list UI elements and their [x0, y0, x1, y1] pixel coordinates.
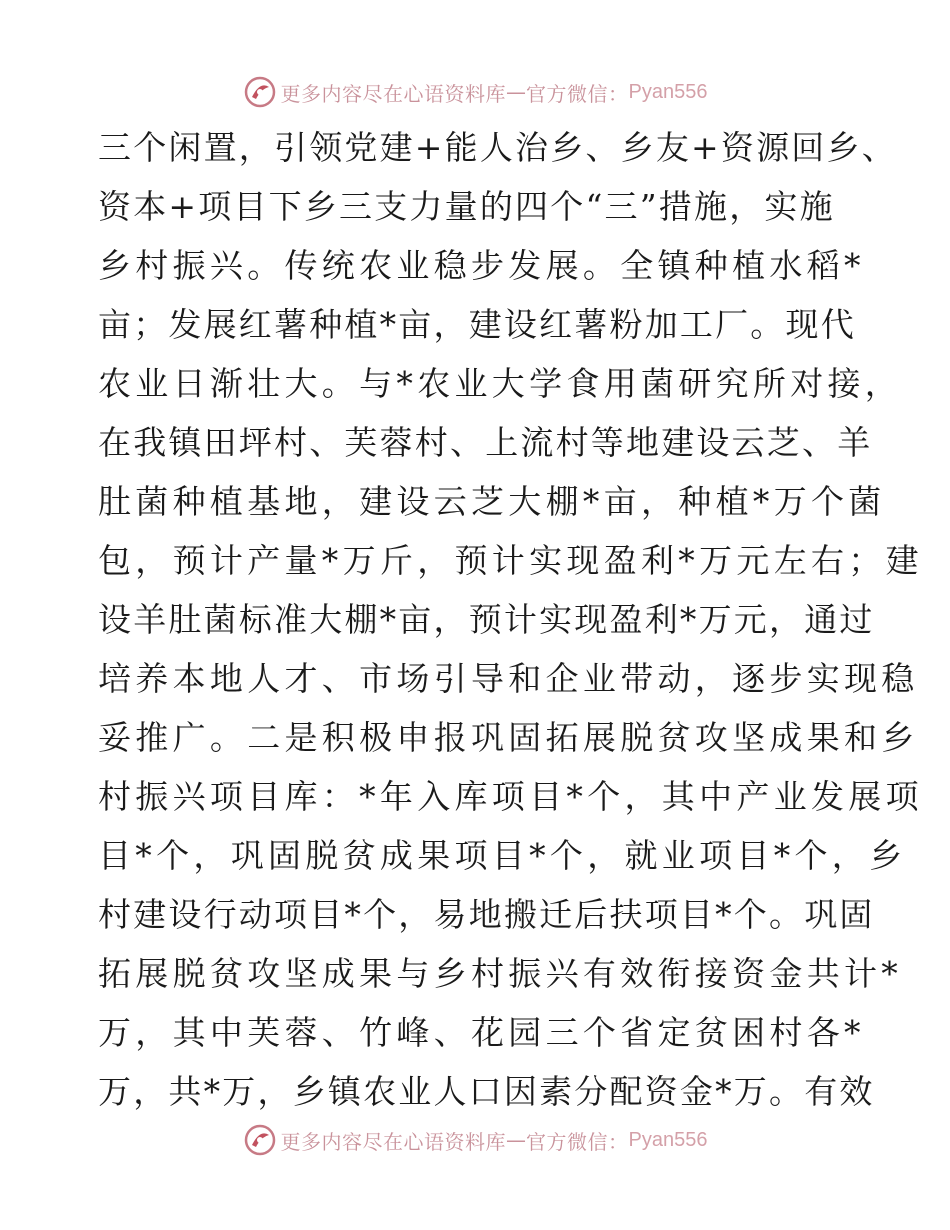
body-line: 村建设行动项目*个，易地搬迁后扶项目*个。巩固 — [98, 895, 875, 934]
body-line: 肚菌种植基地，建设云芝大棚*亩，种植*万个菌 — [98, 482, 886, 521]
body-line: 三个闲置，引领党建+能人治乡、乡友+资源回乡、 — [98, 128, 897, 167]
header-watermark — [0, 72, 950, 112]
body-line: 妥推广。二是积极申报巩固拓展脱贫攻坚成果和乡 — [98, 718, 919, 757]
brand-logo-icon — [243, 75, 277, 109]
footer-watermark — [0, 1120, 950, 1160]
header-watermark-text: 更多内容尽在心语资料库 — [280, 81, 507, 106]
body-line: 在我镇田坪村、芙蓉村、上流村等地建设云芝、羊 — [98, 423, 873, 462]
footer-watermark-id: Pyan556 — [628, 1128, 708, 1151]
body-line: 设羊肚菌标准大棚*亩，预计实现盈利*万元，通过 — [98, 600, 875, 639]
body-line: 农业日渐壮大。与*农业大学食用菌研究所对接， — [98, 364, 903, 403]
body-line: 资本+项目下乡三支力量的四个“三”措施，实施 — [98, 187, 835, 226]
body-line: 包，预计产量*万斤，预计实现盈利*万元左右；建 — [98, 541, 923, 580]
body-line: 万，共*万，乡镇农业人口因素分配资金*万。有效 — [98, 1072, 875, 1111]
body-line: 乡村振兴。传统农业稳步发展。全镇种植水稻* — [98, 246, 865, 285]
document-body — [98, 118, 923, 1121]
body-line: 万，其中芙蓉、竹峰、花园三个省定贫困村各* — [98, 1013, 865, 1052]
brand-logo-icon — [243, 1123, 277, 1157]
body-line: 拓展脱贫攻坚成果与乡村振兴有效衔接资金共计* — [98, 954, 903, 993]
body-line: 村振兴项目库：*年入库项目*个，其中产业发展项 — [98, 777, 923, 816]
footer-watermark-label: 官方微信： — [526, 1129, 629, 1154]
body-line: 培养本地人才、市场引导和企业带动，逐步实现稳 — [98, 659, 919, 698]
header-watermark-label: 官方微信： — [526, 81, 629, 106]
footer-watermark-sep: — — [506, 1128, 527, 1152]
header-watermark-sep: — — [506, 80, 527, 104]
footer-watermark-text: 更多内容尽在心语资料库 — [280, 1129, 507, 1154]
body-line: 亩；发展红薯种植*亩，建设红薯粉加工厂。现代 — [98, 305, 856, 344]
body-line: 目*个，巩固脱贫成果项目*个，就业项目*个，乡 — [98, 836, 907, 875]
header-watermark-id: Pyan556 — [628, 80, 708, 103]
